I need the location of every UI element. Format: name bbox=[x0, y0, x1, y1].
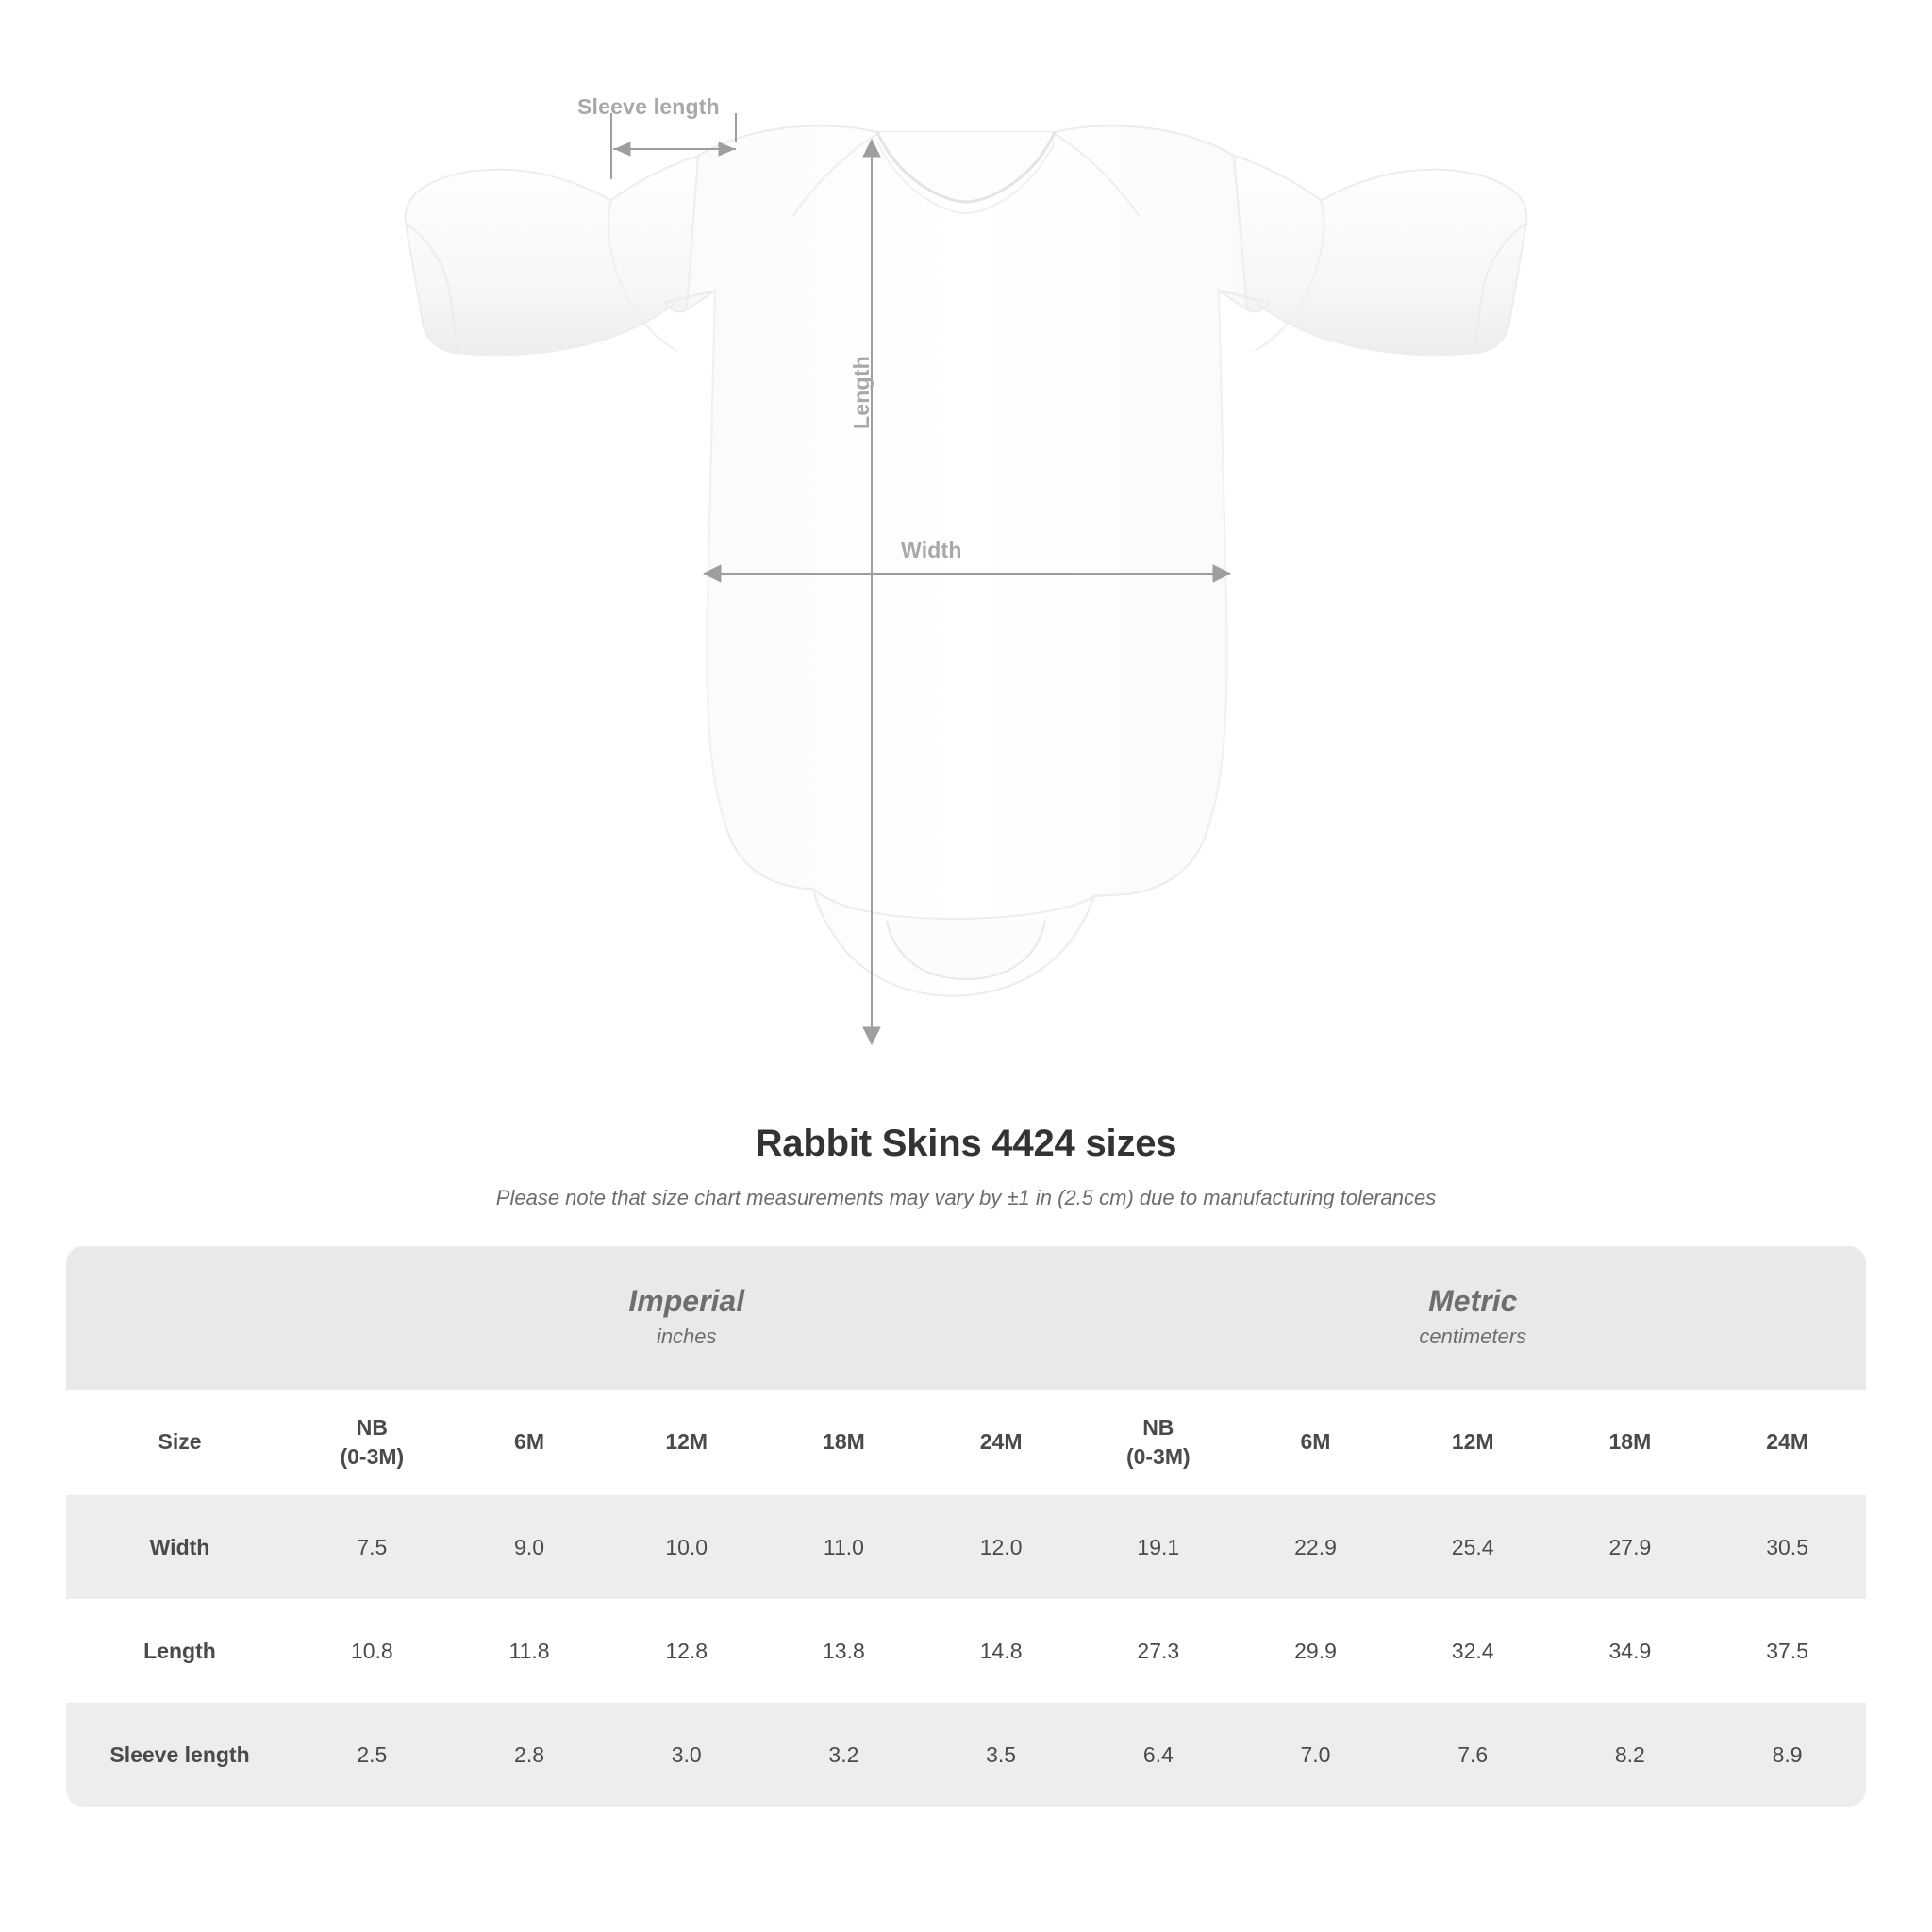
cell-length-nb-imperial: 10.8 bbox=[293, 1599, 451, 1703]
cell-width-24m-metric: 30.5 bbox=[1708, 1495, 1866, 1599]
unit-header-row bbox=[66, 1246, 1866, 1390]
cell-sleeve-24m-imperial: 3.5 bbox=[923, 1703, 1080, 1807]
length-arrow-bottom bbox=[863, 1027, 880, 1044]
cell-sleeve-6m-metric: 7.0 bbox=[1237, 1703, 1394, 1807]
title-block bbox=[0, 1123, 1932, 1210]
cell-length-6m-metric: 29.9 bbox=[1237, 1599, 1394, 1703]
cell-width-24m-imperial: 12.0 bbox=[923, 1495, 1080, 1599]
column-header-nb-metric bbox=[1079, 1390, 1237, 1495]
row-label-width: Width bbox=[66, 1495, 293, 1599]
cell-width-12m-metric: 25.4 bbox=[1394, 1495, 1552, 1599]
column-header-18m-imperial: 18M bbox=[765, 1390, 923, 1495]
table-row bbox=[66, 1599, 1866, 1703]
bodysuit-shape bbox=[406, 125, 1527, 995]
cell-length-24m-imperial: 14.8 bbox=[923, 1599, 1080, 1703]
unit-group-imperial-subtitle: inches bbox=[656, 1324, 717, 1349]
cell-length-18m-metric: 34.9 bbox=[1552, 1599, 1709, 1703]
column-header-line1: NB bbox=[1142, 1414, 1174, 1440]
cell-length-6m-imperial: 11.8 bbox=[451, 1599, 608, 1703]
tolerance-note: Please note that size chart measurements may vary by ±1 in (2.5 cm) due to manufacturing tolerances bbox=[495, 1186, 1437, 1209]
cell-width-nb-metric: 19.1 bbox=[1079, 1495, 1237, 1599]
table-row bbox=[66, 1495, 1866, 1599]
cell-width-12m-imperial: 10.0 bbox=[608, 1495, 765, 1599]
unit-group-metric-subtitle: centimeters bbox=[1419, 1324, 1527, 1349]
column-header-24m-imperial: 24M bbox=[923, 1390, 1080, 1495]
size-table-wrapper bbox=[66, 1246, 1866, 1807]
cell-sleeve-24m-metric: 8.9 bbox=[1708, 1703, 1866, 1807]
page-title: Rabbit Skins 4424 sizes bbox=[755, 1123, 1177, 1164]
column-header-nb-imperial bbox=[293, 1390, 451, 1495]
unit-group-metric bbox=[1079, 1246, 1866, 1390]
unit-group-imperial bbox=[293, 1246, 1079, 1390]
cell-length-18m-imperial: 13.8 bbox=[765, 1599, 923, 1703]
cell-sleeve-nb-metric: 6.4 bbox=[1079, 1703, 1237, 1807]
cell-sleeve-12m-metric: 7.6 bbox=[1394, 1703, 1552, 1807]
cell-width-6m-imperial: 9.0 bbox=[451, 1495, 608, 1599]
row-label-length: Length bbox=[66, 1599, 293, 1703]
cell-width-nb-imperial: 7.5 bbox=[293, 1495, 451, 1599]
column-header-row bbox=[66, 1390, 1866, 1495]
cell-sleeve-12m-imperial: 3.0 bbox=[608, 1703, 765, 1807]
cell-sleeve-18m-imperial: 3.2 bbox=[765, 1703, 923, 1807]
column-header-12m-imperial: 12M bbox=[608, 1390, 765, 1495]
cell-length-12m-metric: 32.4 bbox=[1394, 1599, 1552, 1703]
column-header-line2: (0-3M) bbox=[1125, 1444, 1191, 1469]
column-header-6m-imperial: 6M bbox=[451, 1390, 608, 1495]
size-table bbox=[66, 1246, 1866, 1807]
row-label-sleeve-length: Sleeve length bbox=[66, 1703, 293, 1807]
cell-length-24m-metric: 37.5 bbox=[1708, 1599, 1866, 1703]
table-row bbox=[66, 1703, 1866, 1807]
cell-sleeve-18m-metric: 8.2 bbox=[1552, 1703, 1709, 1807]
unit-group-metric-title: Metric bbox=[1428, 1284, 1518, 1319]
column-header-24m-metric: 24M bbox=[1708, 1390, 1866, 1495]
column-header-6m-metric: 6M bbox=[1237, 1390, 1394, 1495]
cell-sleeve-6m-imperial: 2.8 bbox=[451, 1703, 608, 1807]
column-header-12m-metric: 12M bbox=[1394, 1390, 1552, 1495]
cell-width-18m-imperial: 11.0 bbox=[765, 1495, 923, 1599]
column-header-18m-metric: 18M bbox=[1552, 1390, 1709, 1495]
sleeve-arrow-left bbox=[615, 142, 630, 156]
size-header-cell: Size bbox=[66, 1390, 293, 1495]
column-header-line1: NB bbox=[356, 1414, 388, 1440]
cell-width-6m-metric: 22.9 bbox=[1237, 1495, 1394, 1599]
length-dimension-label: Length bbox=[849, 356, 874, 429]
sleeve-length-dimension-label: Sleeve length bbox=[577, 94, 720, 119]
cell-length-12m-imperial: 12.8 bbox=[608, 1599, 765, 1703]
cell-width-18m-metric: 27.9 bbox=[1552, 1495, 1709, 1599]
cell-sleeve-nb-imperial: 2.5 bbox=[293, 1703, 451, 1807]
column-header-line2: (0-3M) bbox=[340, 1444, 405, 1469]
unit-group-imperial-title: Imperial bbox=[628, 1284, 745, 1319]
cell-length-nb-metric: 27.3 bbox=[1079, 1599, 1237, 1703]
width-dimension-label: Width bbox=[901, 538, 962, 562]
unit-header-spacer bbox=[66, 1246, 293, 1390]
